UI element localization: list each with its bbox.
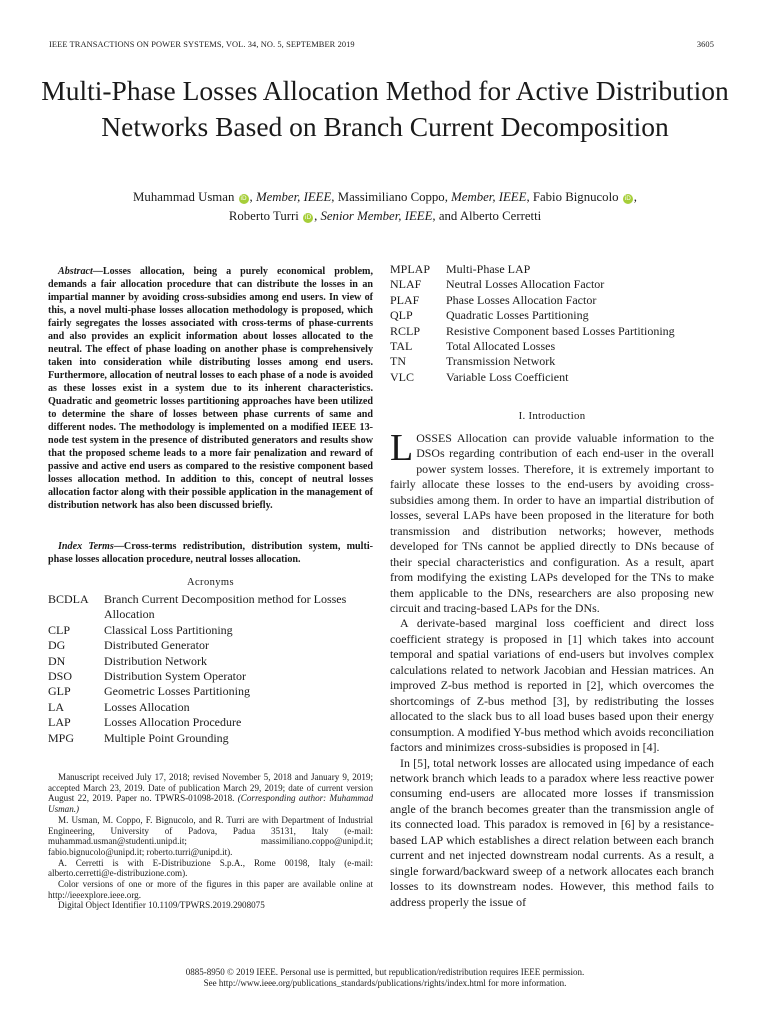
footnote-affiliation: A. Cerretti is with E-Distribuzione S.p.A., Rome 00198, Italy (e-mail: alberto.cerretti@e-distribuzione.com).: [48, 857, 373, 879]
author-list: Muhammad Usman iD , Member, IEEE, Massimiliano Coppo, Member, IEEE, Fabio Bignucolo iD , Roberto Turri iD , Senior Member, IEEE, and Alberto Cerretti: [133, 190, 637, 223]
acronym-row: LA Losses Allocation: [48, 699, 190, 714]
acronym-row: PLAF Phase Losses Allocation Factor: [390, 292, 597, 307]
orcid-icon[interactable]: iD: [240, 195, 247, 202]
acronym-row: LAP Losses Allocation Procedure: [48, 715, 242, 730]
acronym-row: RCLP Resistive Component based Losses Partitioning: [390, 323, 675, 338]
acronym-row: NLAF Neutral Losses Allocation Factor: [390, 277, 605, 292]
author-name: Alberto Cerretti: [459, 208, 542, 223]
introduction-body: [390, 427, 714, 910]
running-header: IEEE TRANSACTIONS ON POWER SYSTEMS, VOL. 34, NO. 5, SEPTEMBER 2019: [49, 40, 355, 49]
abstract-text: —Losses allocation, being a purely economical problem, demands a fair allocation procedure that can distribute the losses in an impartial manner by avoiding cross-subsidies among end users. In view of this, a novel multi-phase losses allocation methodology is proposed, which fairly segregates the losses associated with cross-terms of phase-currents and also provides an explicit information about losses allocated to the neutral. The effect of phase loading on another phase is comprehensively taken into consideration while distributing losses among end users. Furthermore, allocation of neutral losses to each phase of a node is avoided as these losses exist in a system due to its inherent characteristics. Quadratic and geometric losses partitioning approaches have been utilized to determine the share of losses between phase currents of same and different nodes. The methodology is implemented on a modified IEEE 13-node test system in the presence of distributed generators and results show that the proposed scheme leads to a more fair penalization and reward of passive and active end users as compared to the resistive component based losses allocation method. In addition to this, concept of neutral losses allocation factor along with their possible application in the management of distribution network has also been discussed briefly.: [48, 266, 373, 511]
acronym-row: MPLAP Multi-Phase LAP: [390, 262, 531, 276]
acronym-row: VLC Variable Loss Coefficient: [390, 369, 569, 384]
page-number: 3605: [696, 40, 714, 49]
footnote-color: Color versions of one or more of the figures in this paper are available online at http://ieeexplore.ieee.org.: [48, 879, 373, 900]
author-membership: Senior Member, IEEE: [320, 208, 433, 223]
author-name: Massimiliano Coppo: [337, 190, 445, 204]
author-name: Roberto Turri: [228, 208, 299, 223]
orcid-icon[interactable]: iD: [304, 213, 312, 221]
paragraph: A derivate-based marginal loss coefficient and direct loss coefficient strategy is proposed in [1] which takes into account temporal and spatial variations of end-users but involves complex calculations related to network Jacobian and Hessian matrices. An improved Z-bus method is reported in [2], which overcomes the shortcomings of Z-bus method [3], by redistributing the losses allocated to the slack bus to all load buses based upon their energy consumption. A modified Y-bus method which avoids reconciliation factors and minimizes cross-subsidies is proposed in [4].: [390, 616, 714, 755]
acronym-row: GLP Geometric Losses Partitioning: [48, 684, 250, 699]
abstract-label: Abstract: [58, 266, 93, 277]
acronym-row: QLP Quadratic Losses Partitioning: [390, 308, 589, 323]
footnotes: [48, 772, 373, 911]
copyright-notice: 0885-8950 © 2019 IEEE. Personal use is permitted, but republication/redistribution requires IEEE permission. See http://www.ieee.org/publications_standards/publications/rights/index.html for more information.: [185, 967, 585, 988]
acronym-list-right: [390, 262, 714, 385]
footnote-doi: Digital Object Identifier 10.1109/TPWRS.2019.2908075: [58, 900, 265, 911]
author-name: Muhammad Usman: [133, 190, 235, 204]
footnote-received: Manuscript received July 17, 2018; revised November 5, 2018 and January 9, 2019; accepted March 23, 2019. Date of publication March 29, 2019; date of current version August 22, 2019. Paper no. TPWRS-01098-2018. (Corresponding author: Muhammad Usman.): [48, 772, 373, 815]
acronym-row: CLP Classical Loss Partitioning: [48, 622, 233, 637]
acronym-row: MPG Multiple Point Grounding: [48, 730, 229, 745]
orcid-icon[interactable]: iD: [624, 195, 631, 202]
acronym-list-left: [48, 592, 373, 746]
acronym-row: TN Transmission Network: [390, 354, 556, 369]
acronym-row: TAL Total Allocated Losses: [390, 339, 556, 354]
index-terms: [48, 540, 373, 566]
author-membership: Member, IEEE: [255, 190, 332, 204]
acronyms-heading: Acronyms: [187, 577, 234, 588]
author-membership: Member, IEEE: [451, 190, 527, 204]
index-terms-text: —Cross-terms redistribution, distribution system, multi-phase losses allocation procedure, neutral losses allocation.: [48, 541, 373, 565]
author-name: Fabio Bignucolo: [532, 190, 619, 204]
acronym-row: DG Distributed Generator: [48, 638, 209, 653]
index-terms-label: Index Terms: [58, 541, 114, 552]
section-heading: I. Introduction: [518, 410, 586, 422]
paragraph: LOSSES Allocation can provide valuable information to the DSOs regarding contribution of each end-user in the overall power system losses. Therefore, it is extremely important to fairly allocate these losses to the end-users by avoiding cross-subsidies among them. In order to have an impartial distribution of losses, several LAPs have been proposed in the literature for both transmission and distribution networks; however, methods developed for TNs cannot be applied directly to DNs because of their special characteristics and configuration. As a result, apart from modifying the existing LAPs developed for the TNs to make them applicable to the DNs, researchers are also proposing new circuit and tracing-based LAPs for the DNs.: [390, 427, 714, 615]
abstract: [48, 265, 373, 512]
paper-title: Multi-Phase Losses Allocation Method for Active Distribution Networks Based on Branch Current Decomposition: [41, 75, 729, 142]
acronym-row: BCDLA Branch Current Decomposition method for Losses Allocation: [48, 592, 347, 622]
acronym-row: DSO Distribution System Operator: [48, 669, 246, 684]
footnote-affiliation: M. Usman, M. Coppo, F. Bignucolo, and R. Turri are with Department of Industrial Engineering, University of Padova, Padua 35131, Italy (e-mail: muhammad.usman@studenti.unipd.it; massimiliano.coppo@unipd.it; fabio.bignucolo@unipd.it; roberto.turri@unipd.it).: [48, 814, 373, 857]
acronym-row: DN Distribution Network: [48, 653, 207, 668]
drop-cap: L: [390, 427, 414, 469]
paragraph: In [5], total network losses are allocated using impedance of each network branch which leads to a paradox where less reactive power consuming end-users are allocated more losses if transmission angle of the branch becomes greater than the transmission angle of its connected load. This paradox is removed in [6] by a resistance-based LAP which establishes a direct relation between each branch current and net injected downstream nodal currents. As a result, a single forward/backward sweep of a network allocates each branch losses to its downstream nodes. However, this method fails to address properly the issue of: [390, 755, 714, 909]
